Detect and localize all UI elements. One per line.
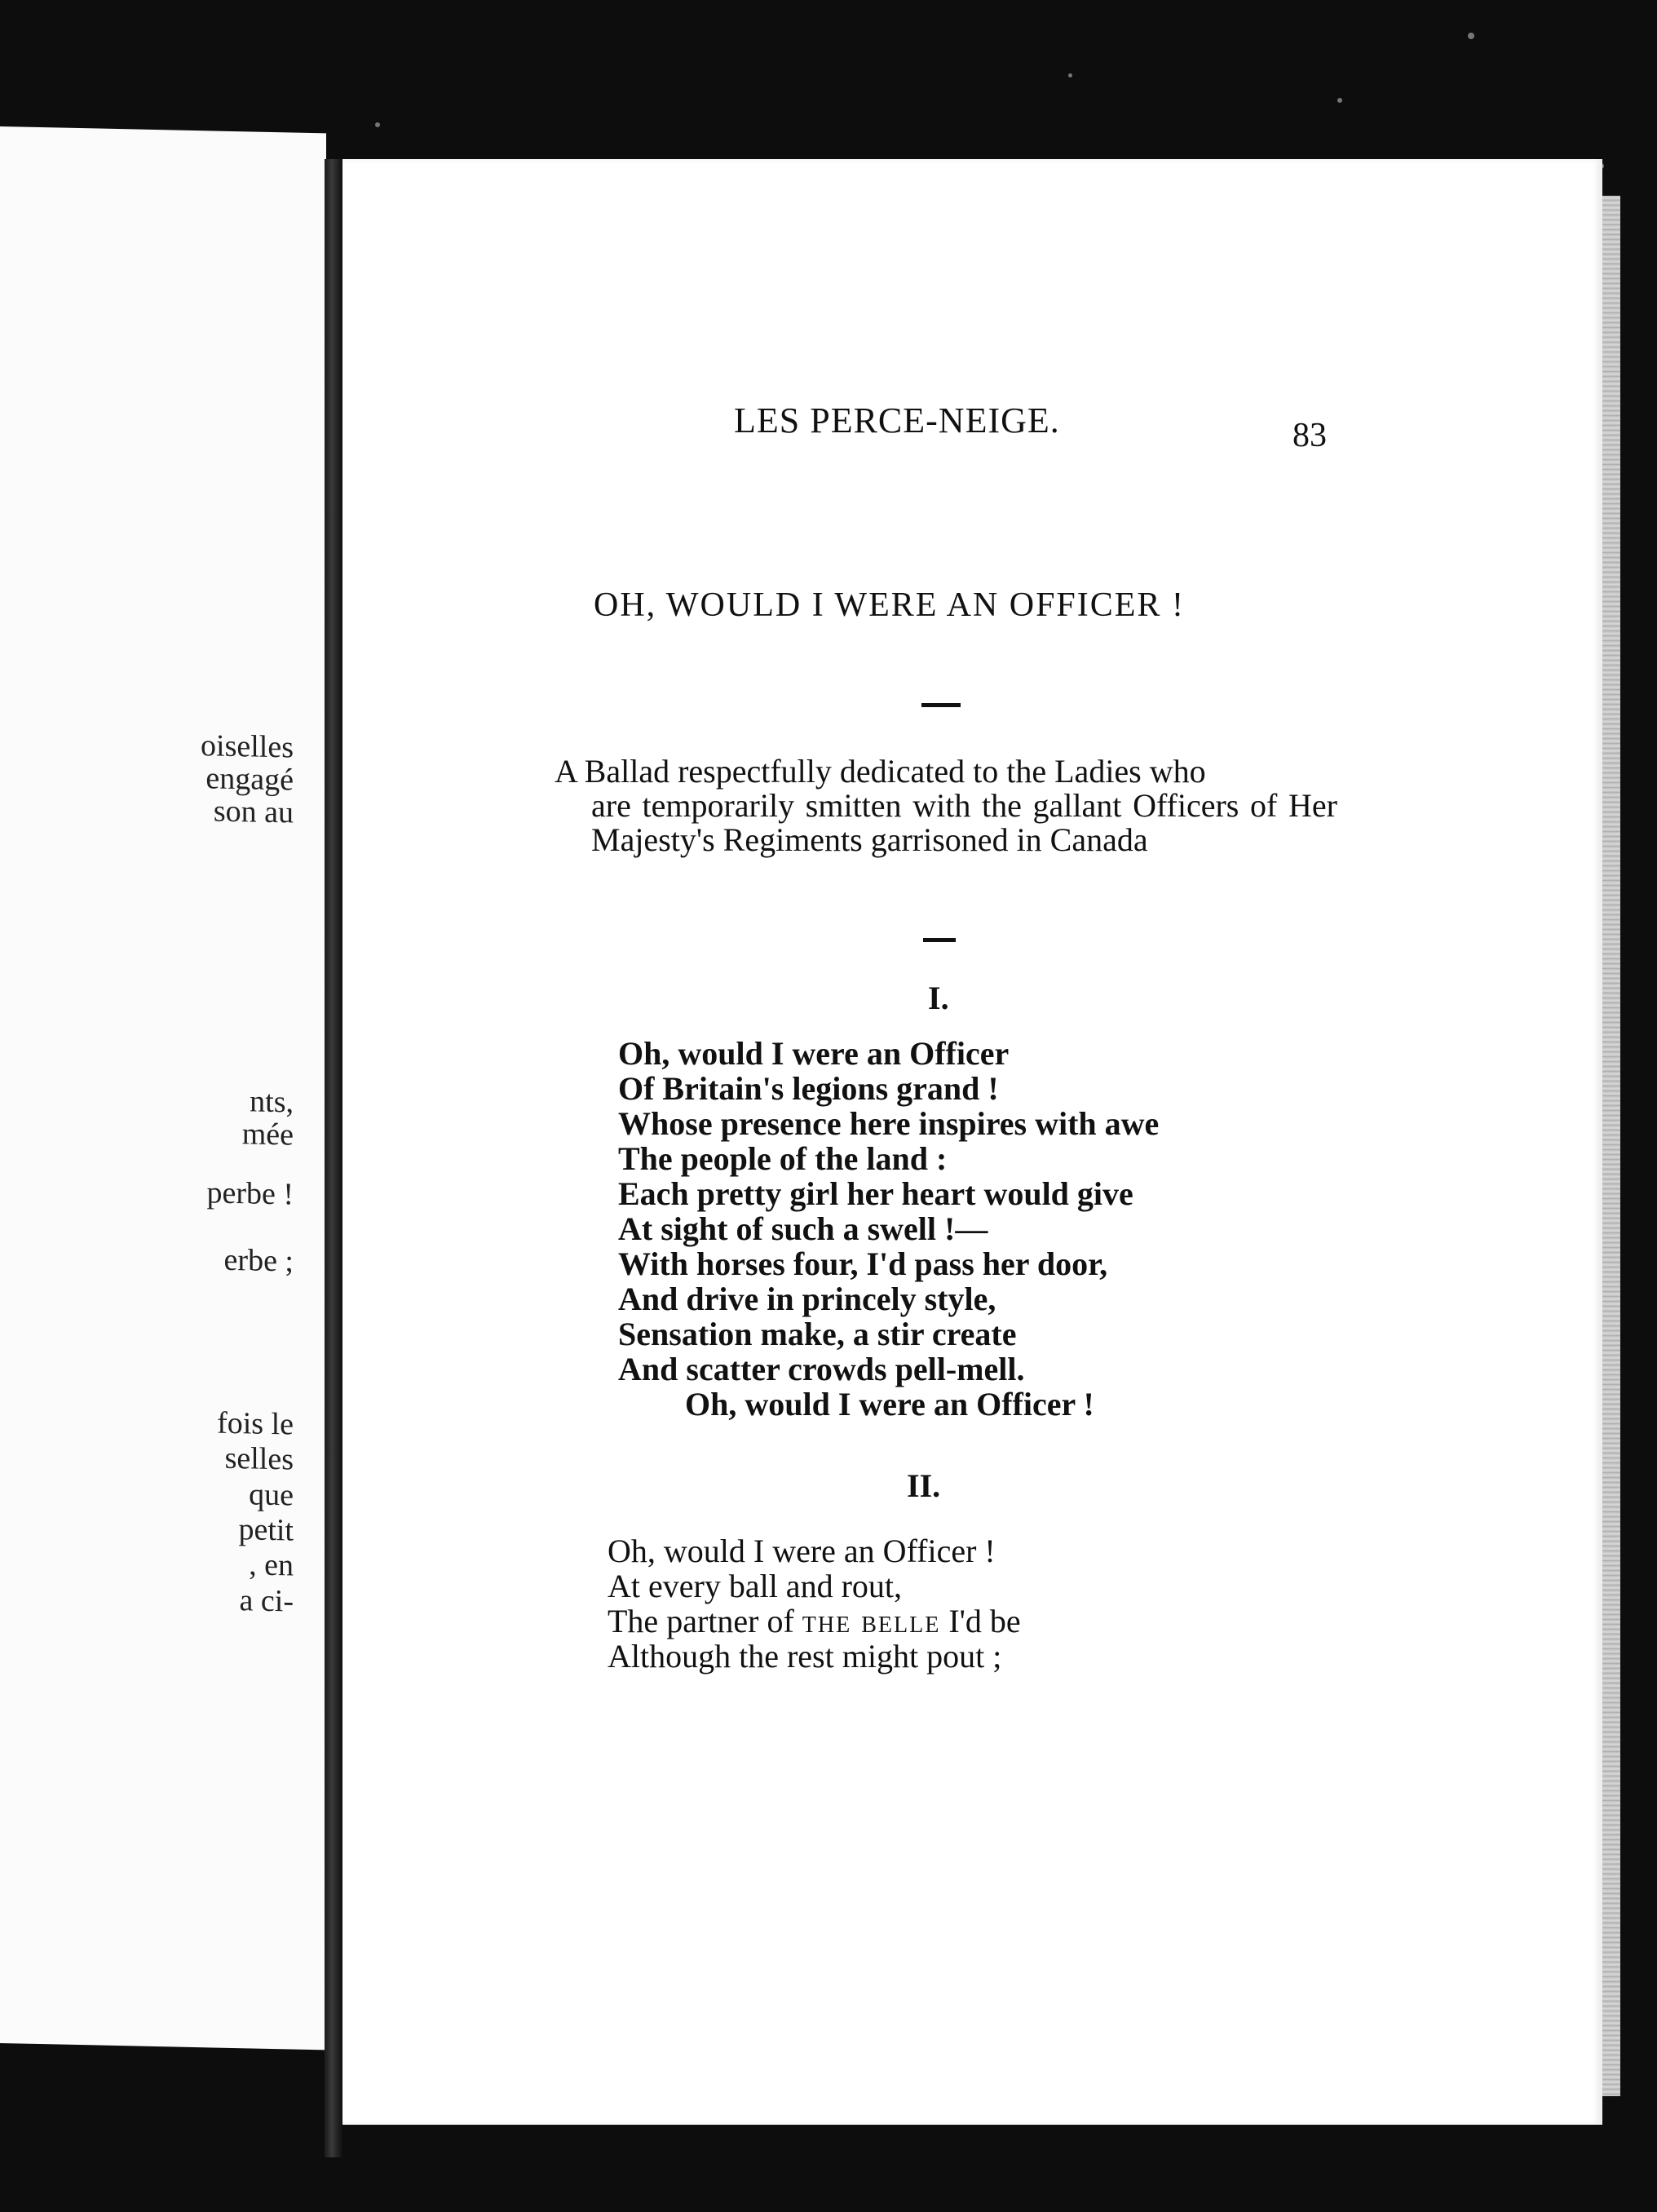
verse-line: The people of the land : [618,1140,948,1177]
backdrop-speck [1068,73,1072,77]
verse-line: Of Britain's legions grand ! [618,1070,999,1107]
facing-page-text: selles [224,1440,294,1477]
stanza [608,1533,1021,1674]
stanza-numeral: I. [928,980,949,1016]
verse-text: The partner of [608,1603,794,1639]
facing-page-text: perbe ! [206,1175,294,1212]
refrain-line: Oh, would I were an Officer ! [685,1386,1094,1422]
verse-line: Sensation make, a stir create [618,1316,1017,1352]
verse-line: Oh, would I were an Officer [618,1035,1010,1072]
running-head: LES PERCE-NEIGE. [734,400,1060,440]
verse-text: I'd be [948,1603,1021,1639]
page-number: 83 [1292,417,1327,454]
dedication-continuation: are temporarily smitten with the gallant Officers of Her Majesty's Regiments garrisoned in Canada [591,787,1337,858]
verse-line: Although the rest might pout ; [608,1638,1002,1674]
dedication [555,754,1337,857]
facing-page-text: a ci- [239,1583,294,1619]
facing-page-text: erbe ; [223,1242,294,1279]
facing-page-text: nts, [250,1084,294,1120]
facing-page-text: que [249,1477,294,1513]
stanza-numeral: II. [907,1467,941,1504]
verse-line: Whose presence here inspires with awe [618,1105,1160,1142]
small-caps-text: the belle [802,1603,941,1639]
verse-line: And scatter crowds pell-mell. [618,1351,1025,1387]
backdrop-speck [1468,33,1474,39]
facing-page-text: , en [249,1547,294,1583]
facing-page-text: mée [241,1117,294,1152]
backdrop-speck [1337,98,1342,103]
verse-line: At every ball and rout, [608,1568,902,1604]
facing-page-text: oiselles [201,728,294,765]
separator-rule [923,938,956,942]
facing-page-text: petit [238,1512,294,1548]
facing-page-text: fois le [217,1405,294,1442]
poem-title: OH, WOULD I WERE AN OFFICER ! [594,586,1185,624]
backdrop-speck [375,122,380,127]
facing-page-text: engagé [205,761,294,798]
verse-line: Each pretty girl her heart would give [618,1175,1133,1212]
facing-page-text: son au [213,794,294,830]
verse-line: Oh, would I were an Officer ! [608,1533,996,1569]
verse-line: At sight of such a swell !— [618,1210,988,1247]
separator-rule [921,703,961,707]
verse-line: With horses four, I'd pass her door, [618,1245,1108,1282]
page-edge [1602,196,1620,2096]
verse-line [608,1604,1021,1639]
dedication-first-line: A Ballad respectfully dedicated to the Ladies who [555,753,1206,790]
facing-page [0,126,326,2050]
stanza [618,1036,1159,1422]
book-gutter [325,159,342,2157]
verse-line: And drive in princely style, [618,1281,996,1317]
